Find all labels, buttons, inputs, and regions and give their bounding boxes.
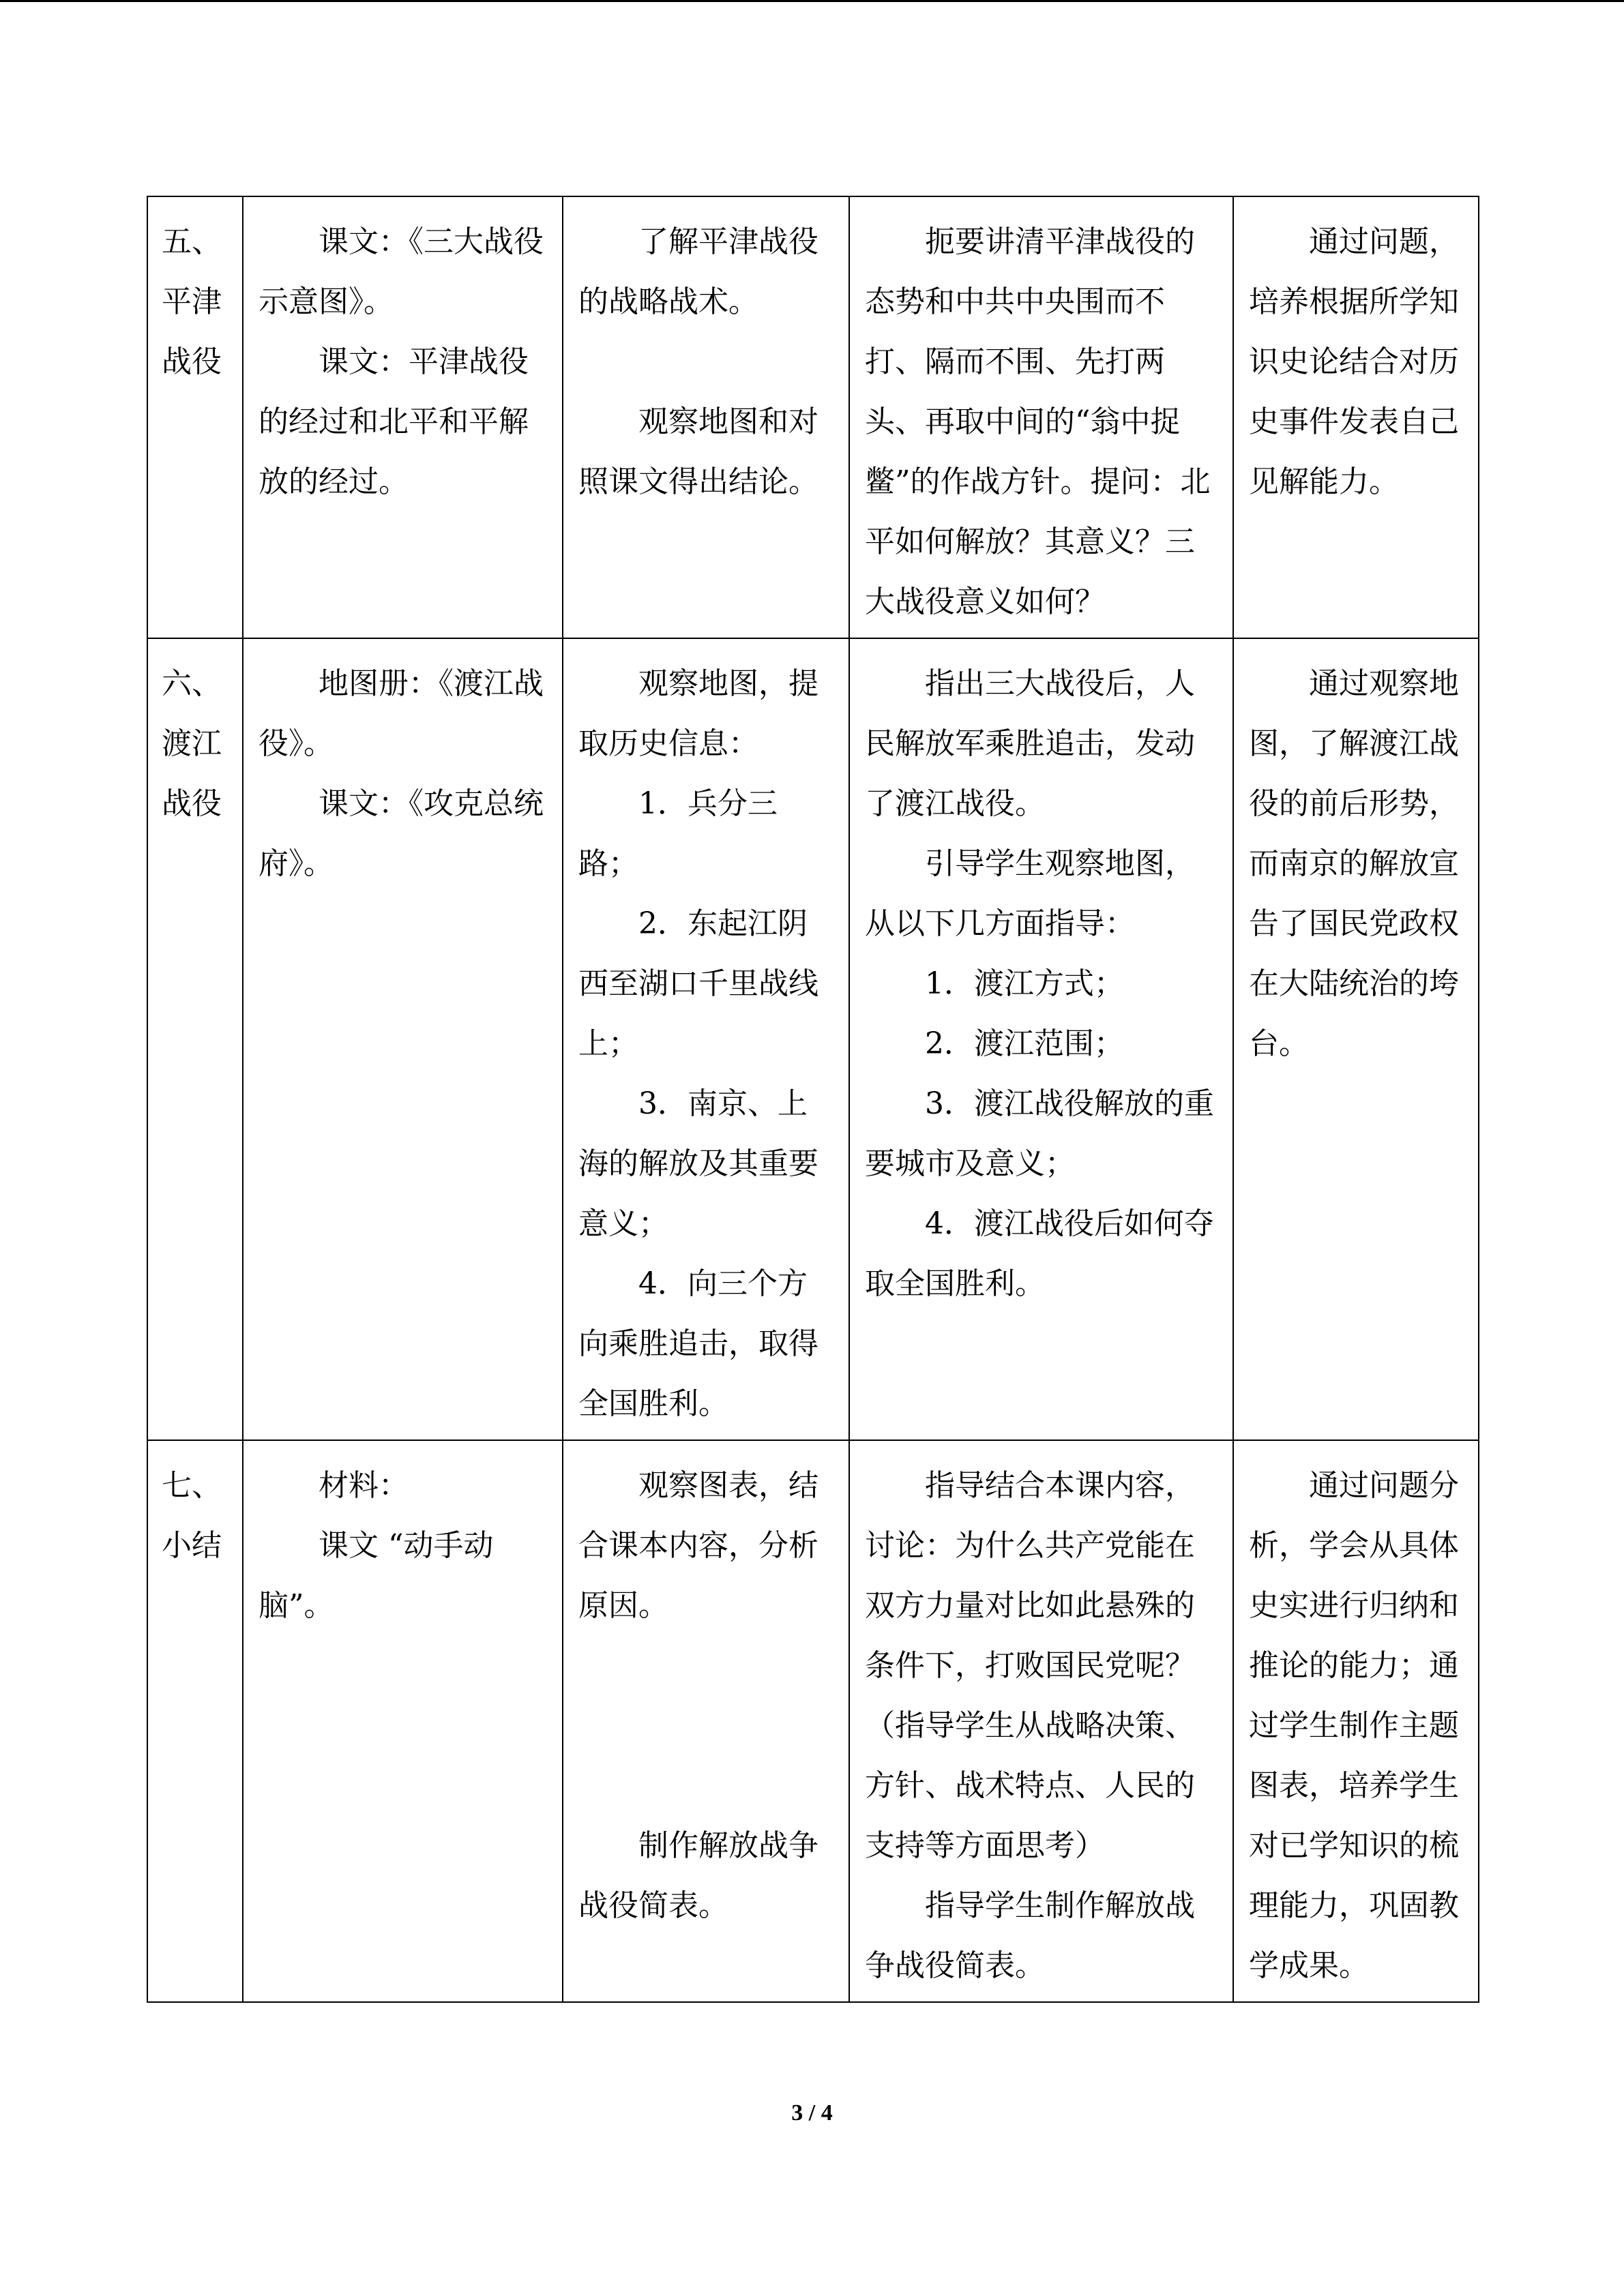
stage-cell [147, 638, 243, 1440]
teacher-paragraph: 扼要讲清平津战役的态势和中共中央围而不打、隔而不围、先打两头、再取中间的“翁中捉鳖”的作战方针。提问：北平如何解放？其意义？三大战役意义如何？ [865, 224, 1211, 619]
blank-line [578, 332, 833, 392]
content-cell [243, 1440, 563, 2002]
lesson-plan-table [147, 196, 1479, 2003]
purpose-paragraph: 通过观察地图，了解渡江战役的前后形势，而南京的解放宣告了国民党政权在大陆统治的垮台。 [1249, 666, 1459, 1061]
stage-line: 平津 [162, 284, 222, 319]
purpose-paragraph: 通过问题，培养根据所学知识史论结合对历史事件发表自己见解能力。 [1249, 224, 1459, 499]
stage-line: 战役 [162, 344, 222, 379]
table-row [147, 638, 1479, 1440]
teacher-paragraph: 引导学生观察地图，从以下几方面指导： [865, 846, 1195, 941]
student-paragraph: 制作解放战争战役简表。 [578, 1828, 818, 1923]
stage-cell [147, 1440, 243, 2002]
content-paragraph: 课文：平津战役的经过和北平和平解放的经过。 [259, 344, 529, 499]
stage-line: 七、 [162, 1468, 222, 1503]
stage-line: 六、 [162, 666, 222, 701]
student-paragraph: 观察地图和对照课文得出结论。 [578, 404, 818, 499]
table-row [147, 1440, 1479, 2002]
teacher-activity-cell [849, 638, 1233, 1440]
table-row [147, 196, 1479, 638]
student-paragraph: 1．兵分三路； [578, 786, 778, 881]
teacher-paragraph: 3．渡江战役解放的重要城市及意义； [865, 1086, 1214, 1181]
content-paragraph: 材料： [319, 1468, 409, 1503]
content-paragraph: 地图册：《渡江战役》。 [259, 666, 544, 761]
student-paragraph: 3．南京、上海的解放及其重要意义； [578, 1086, 818, 1241]
content-paragraph: 课文 “动手动脑”。 [259, 1528, 494, 1623]
student-paragraph: 观察地图，提取历史信息： [578, 666, 818, 761]
teacher-activity-cell [849, 1440, 1233, 2002]
teacher-paragraph: 2．渡江范围； [925, 1026, 1124, 1061]
page-top-border [0, 0, 1624, 2]
purpose-cell [1233, 196, 1479, 638]
page-number: 3 / 4 [791, 2100, 833, 2126]
student-paragraph: 观察图表，结合课本内容，分析原因。 [578, 1468, 818, 1623]
teacher-paragraph: 指出三大战役后，人民解放军乘胜追击，发动了渡江战役。 [865, 666, 1195, 821]
teacher-paragraph: 4．渡江战役后如何夺取全国胜利。 [865, 1206, 1214, 1301]
blank-lines [578, 1636, 833, 1816]
teacher-paragraph: 指导结合本课内容，讨论：为什么共产党能在双方力量对比如此悬殊的条件下，打败国民党呢？（指导学生从战略决策、方针、战术特点、人民的支持等方面思考） [865, 1468, 1195, 1863]
student-paragraph: 4．向三个方向乘胜追击，取得全国胜利。 [578, 1266, 818, 1421]
student-activity-cell [563, 196, 849, 638]
teacher-activity-cell [849, 196, 1233, 638]
teacher-paragraph: 指导学生制作解放战争战役简表。 [865, 1888, 1195, 1983]
purpose-cell [1233, 1440, 1479, 2002]
purpose-paragraph: 通过问题分析，学会从具体史实进行归纳和推论的能力；通过学生制作主题图表，培养学生对已学知识的梳理能力，巩固教学成果。 [1249, 1468, 1459, 1983]
stage-line: 五、 [162, 224, 222, 259]
student-activity-cell [563, 1440, 849, 2002]
content-paragraph: 课文：《攻克总统府》。 [259, 786, 544, 881]
student-paragraph: 2．东起江阴西至湖口千里战线上； [578, 906, 818, 1061]
content-paragraph: 课文：《三大战役示意图》。 [259, 224, 544, 319]
stage-line: 渡江 [162, 726, 222, 761]
content-cell [243, 196, 563, 638]
student-paragraph: 了解平津战役的战略战术。 [578, 224, 818, 319]
stage-line: 战役 [162, 786, 222, 821]
student-activity-cell [563, 638, 849, 1440]
stage-line: 小结 [162, 1528, 222, 1563]
purpose-cell [1233, 638, 1479, 1440]
teacher-paragraph: 1．渡江方式； [925, 966, 1124, 1001]
stage-cell [147, 196, 243, 638]
content-cell [243, 638, 563, 1440]
